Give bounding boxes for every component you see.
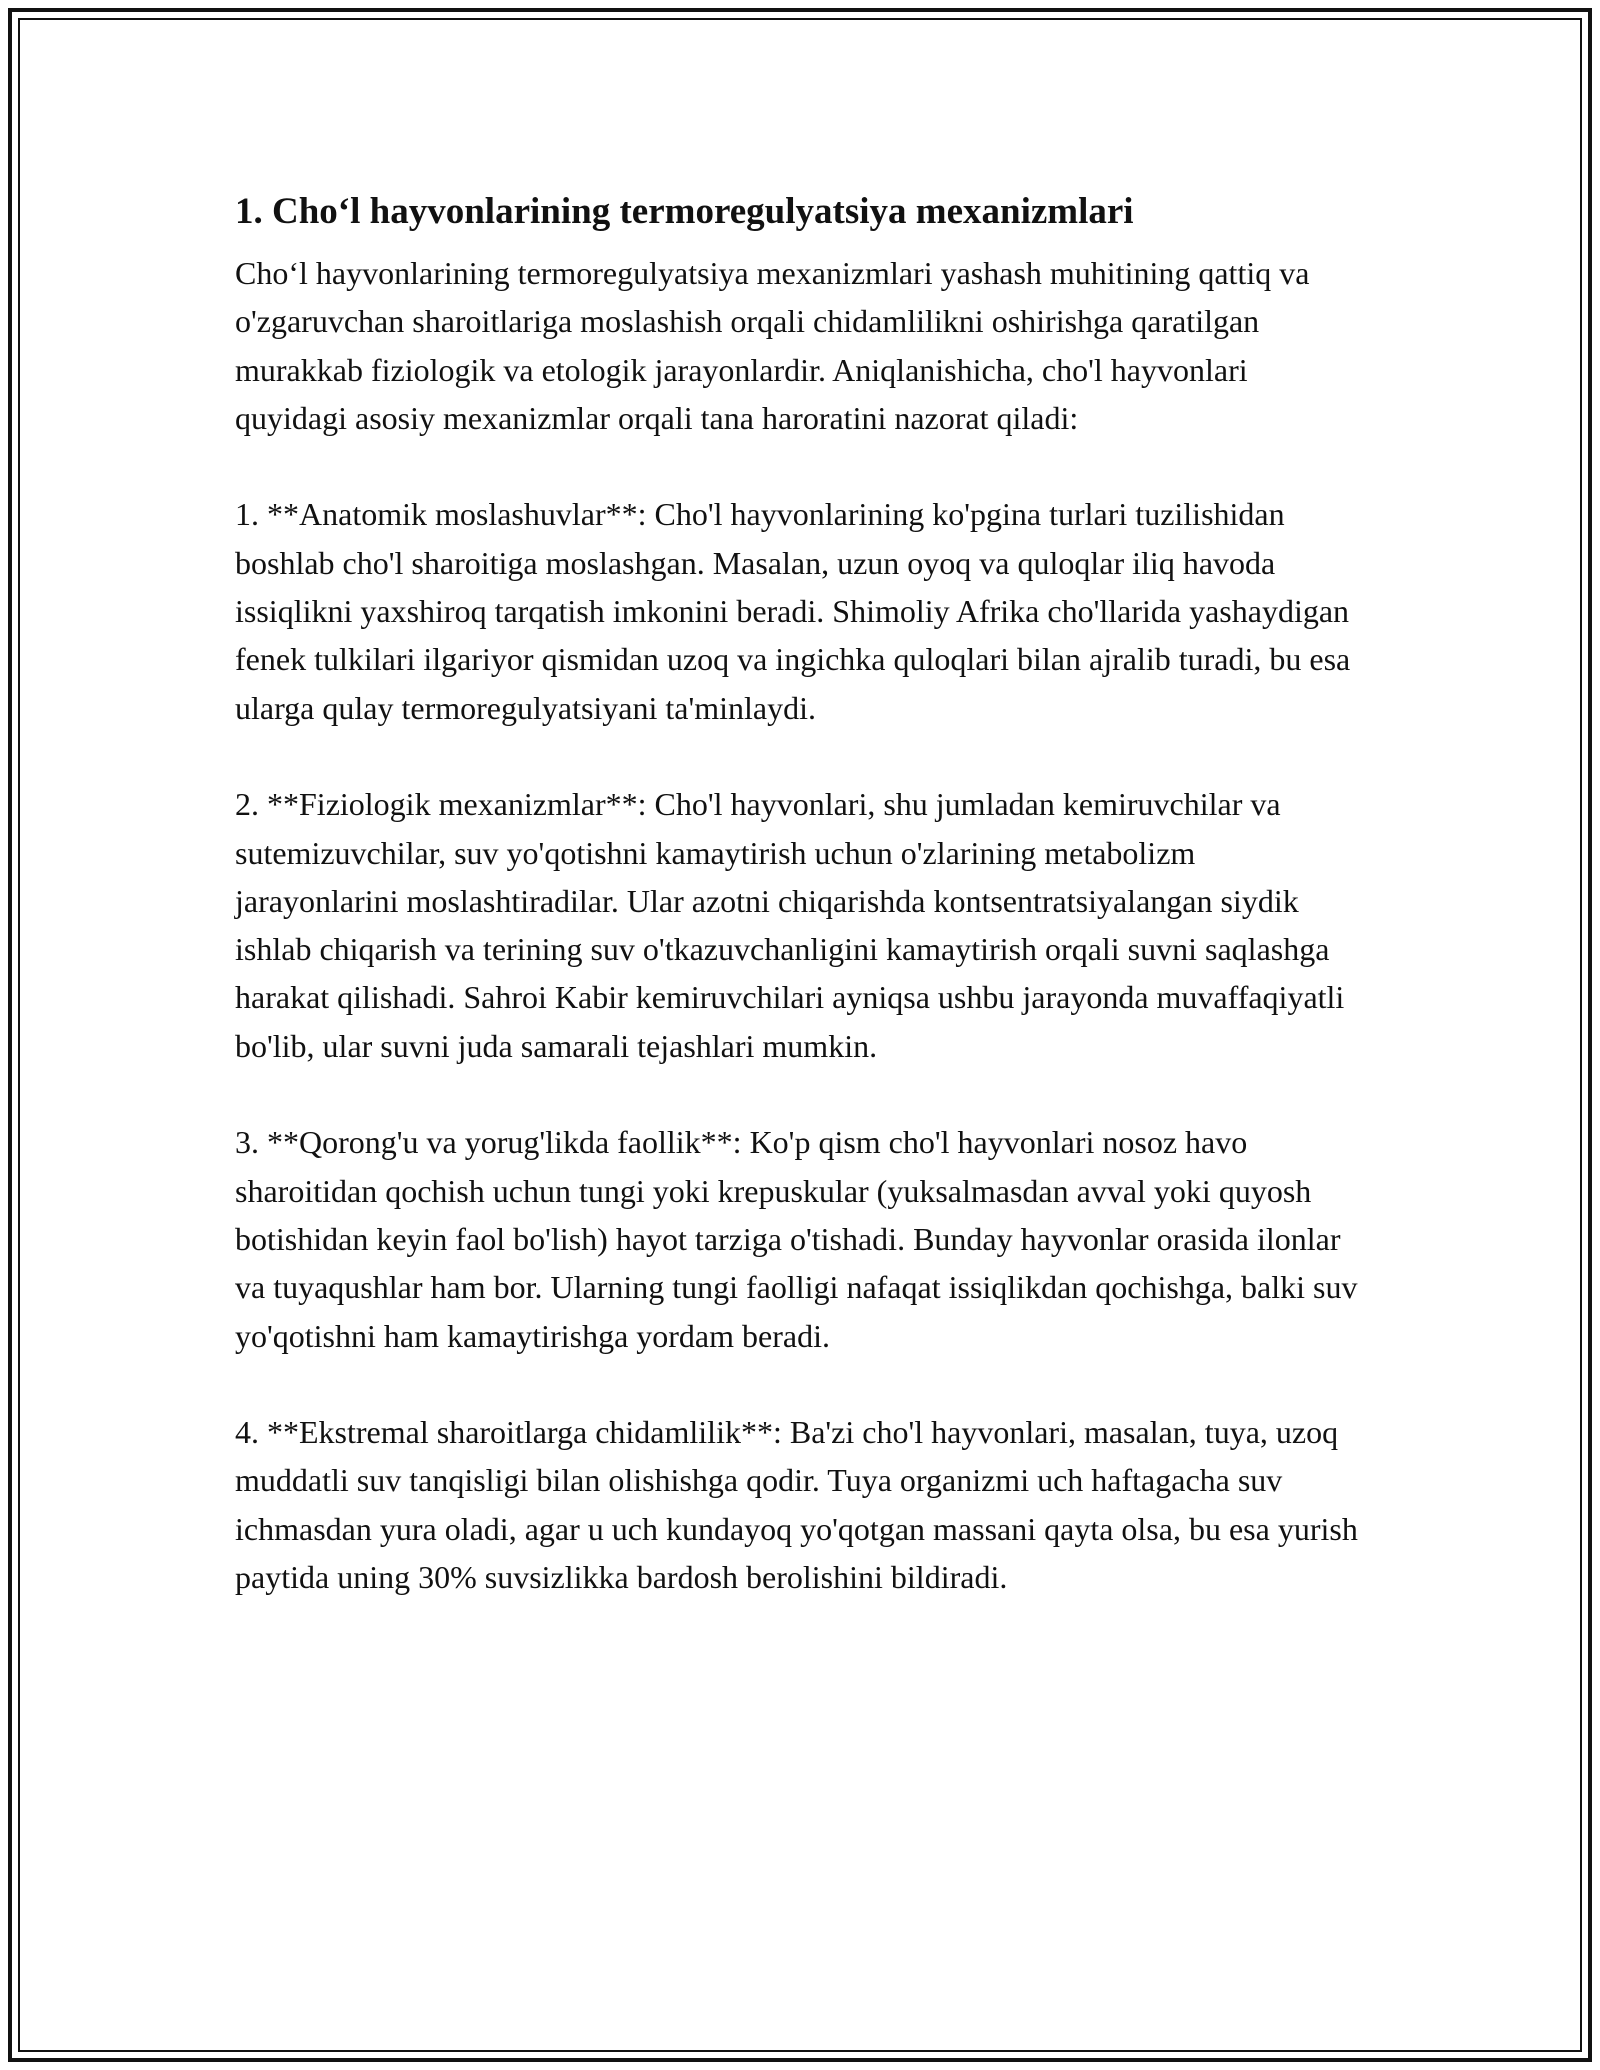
paragraph-physiological-mechanisms: 2. **Fiziologik mexanizmlar**: Cho'l hayvonlari, shu jumladan kemiruvchilar va sutemizuvchilar, suv yo'qotishni kamaytirish uchun o'zlarining metabolizm jarayonlarini moslashtiradilar. Ular azotni chiqarishda kontsentratsiyalangan siydik ishlab chiqarish va terining suv o'tkazuvchanligini kamaytirish orqali suvni saqlashga harakat qilishadi. Sahroi Kabir kemiruvchilari ayniqsa ushbu jarayonda muvaffaqiyatli bo'lib, ular suvni juda samarali tejashlari mumkin. [235,786,1345,1064]
paragraph-activity-patterns: 3. **Qorong'u va yorug'likda faollik**: Ko'p qism cho'l hayvonlari nosoz havo sharoitidan qochish uchun tungi yoki krepuskular (yuksalmasdan avval yoki quyosh botishidan keyin faol bo'lish) hayot tarziga o'tishadi. Bunday hayvonlar orasida ilonlar va tuyaqushlar ham bor. Ularning tungi faolligi nafaqat issiqlikdan qochishga, balki suv yo'qotishni ham kamaytirishga yordam beradi. [235,1124,1358,1354]
paragraph-anatomical-adaptations: 1. **Anatomik moslashuvlar**: Cho'l hayvonlarining ko'pgina turlari tuzilishidan boshlab cho'l sharoitiga moslashgan. Masalan, uzun oyoq va quloqlar iliq havoda issiqlikni yaxshiroq tarqatish imkonini beradi. Shimoliy Afrika cho'llarida yashaydigan fenek tulkilari ilgariyor qismidan uzoq va ingichka quloqlari bilan ajralib turadi, bu esa ularga qulay termoregulyatsiyani ta'minlaydi. [235,496,1351,726]
paragraph-extreme-endurance: 4. **Ekstremal sharoitlarga chidamlilik**: Ba'zi cho'l hayvonlari, masalan, tuya, uzoq muddatli suv tanqisligi bilan olishishga qodir. Tuya organizmi uch haftagacha suv ichmasdan yura oladi, agar u uch kundayoq yo'qotgan massani qayta olsa, bu esa yurish paytida uning 30% suvsizlikka bardosh berolishini bildiradi. [235,1414,1358,1596]
document-title: 1. Cho‘l hayvonlarining termoregulyatsiya mexanizmlari [235,191,1134,232]
intro-paragraph: Cho‘l hayvonlarining termoregulyatsiya mexanizmlari yashash muhitining qattiq va o'zgaruvchan sharoitlariga moslashish orqali chidamlilikni oshirishga qaratilgan murakkab fiziologik va etologik jarayonlardir. Aniqlanishicha, cho'l hayvonlari quyidagi asosiy mexanizmlar orqali tana haroratini nazorat qiladi: [235,255,1310,436]
document-body [235,185,1365,1601]
